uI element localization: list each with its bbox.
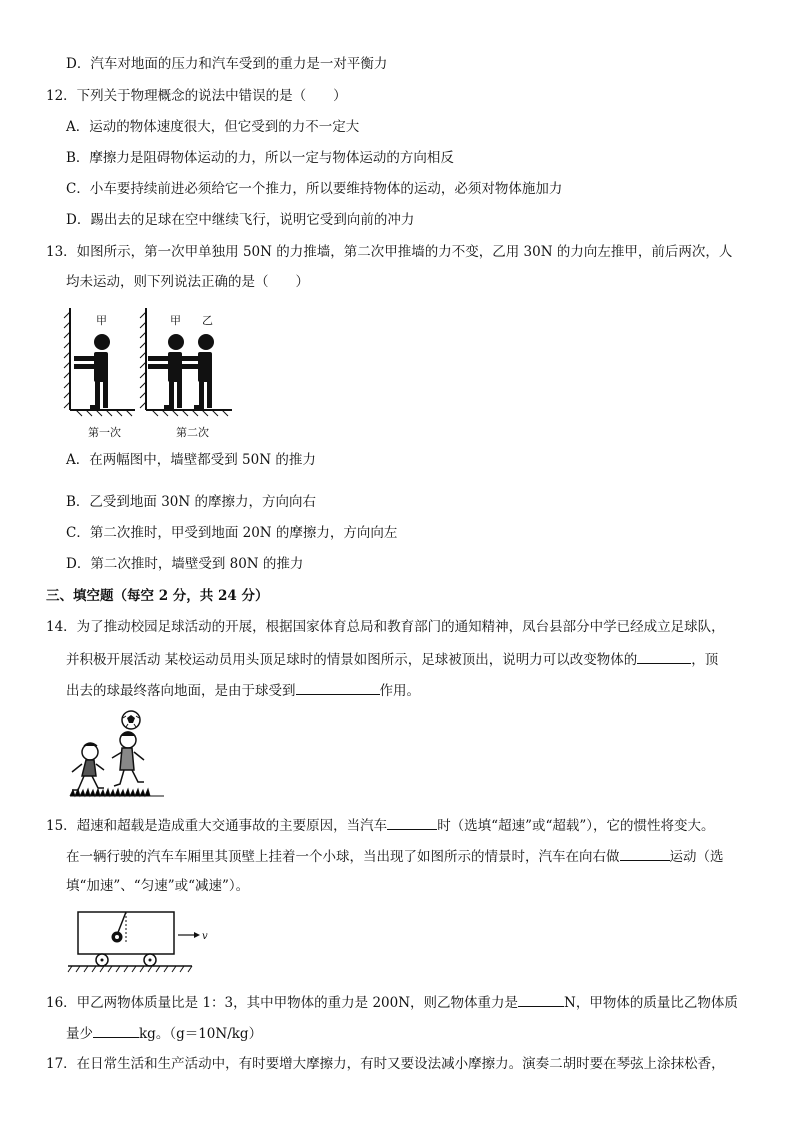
q13-stem-line2: 均未运动，则下列说法正确的是（ ）	[66, 274, 309, 290]
q13-wall-push-figure	[60, 300, 250, 445]
q13-stem-line1: 13．如图所示，第一次甲单独用 50N 的力推墙，第二次甲推墙的力不变，乙用 30N 的力向左推甲，前后两次，人	[46, 244, 733, 260]
q11-option-d: D．汽车对地面的压力和汽车受到的重力是一对平衡力	[66, 56, 388, 72]
caption-second: 第二次	[176, 426, 209, 439]
q12-option-c: C．小车要持续前进必须给它一个推力，所以要维持物体的运动，必须对物体施加力	[66, 181, 563, 197]
q15-line1-tail: 时（选填“超速”或“超载”），它的惯性将变大。	[437, 818, 715, 834]
kid-right	[112, 732, 144, 786]
q14-line2	[66, 649, 718, 669]
person-yi	[180, 334, 214, 409]
q14-line3-tail: 作用。	[379, 683, 420, 699]
q16-blank-1[interactable]	[518, 992, 564, 1007]
grass	[70, 789, 164, 796]
soccer-ball-icon	[122, 711, 140, 729]
label-jia-2: 甲	[170, 314, 181, 327]
q16-line2-text: 量少	[66, 1026, 93, 1042]
q14-line1: 14．为了推动校园足球活动的开展，根据国家体育总局和教育部门的通知精神，凤台县部分中学已经成立足球队，	[46, 619, 725, 635]
wall-2	[140, 308, 232, 416]
label-yi: 乙	[202, 314, 213, 327]
q14-line3	[66, 680, 420, 700]
q13-option-d: D．第二次推时，墙壁受到 80N 的推力	[66, 556, 304, 572]
q15-line1	[46, 815, 715, 835]
q13-option-c: C．第二次推时，甲受到地面 20N 的摩擦力，方向向左	[66, 525, 398, 541]
q12-option-b: B．摩擦力是阻碍物体运动的力，所以一定与物体运动的方向相反	[66, 150, 454, 166]
q16-line1	[46, 992, 738, 1012]
q16-blank-2[interactable]	[93, 1023, 139, 1038]
q13-option-b: B．乙受到地面 30N 的摩擦力，方向向右	[66, 494, 316, 510]
q15-line2-tail: 运动（选	[669, 849, 724, 865]
q16-line2	[66, 1023, 262, 1043]
q15-line3: 填“加速”、“匀速”或“减速”）。	[66, 878, 250, 894]
caption-first: 第一次	[88, 426, 121, 439]
q16-line2-tail: kg。（g＝10N/kg）	[139, 1026, 263, 1042]
q14-line2-tail: ，顶	[691, 652, 719, 668]
q12-option-a: A．运动的物体速度很大，但它受到的力不一定大	[66, 119, 360, 135]
q14-blank-2[interactable]	[296, 680, 380, 695]
q15-line2-text: 在一辆行驶的汽车车厢里其顶壁上挂着一个小球，当出现了如图所示的情景时，汽车在向右做	[66, 849, 620, 865]
kid-left	[72, 743, 104, 790]
label-jia-1: 甲	[96, 314, 107, 327]
section3-title: 三、填空题（每空 2 分，共 24 分）	[46, 588, 269, 604]
q14-soccer-figure	[68, 706, 178, 802]
q16-line1-tail: N，甲物体的质量比乙物体质	[564, 995, 738, 1011]
q13-option-a: A．在两幅图中，墙壁都受到 50N 的推力	[66, 452, 316, 468]
q15-line1-text: 15．超速和超载是造成重大交通事故的主要原因，当汽车	[46, 818, 388, 834]
q16-line1-text: 16．甲乙两物体质量比是 1：3，其中甲物体的重力是 200N，则乙物体重力是	[46, 995, 519, 1011]
q15-line2	[66, 846, 724, 866]
q15-cart-figure	[68, 906, 218, 976]
q17-line1: 17．在日常生活和生产活动中，有时要增大摩擦力，有时又要设法减小摩擦力。演奏二胡时要在琴弦上涂抹松香，	[46, 1056, 725, 1072]
person-jia-2	[148, 334, 184, 409]
velocity-label: v	[202, 931, 208, 942]
q12-option-d: D．踢出去的足球在空中继续飞行，说明它受到向前的冲力	[66, 212, 415, 228]
q14-line2-text: 并积极开展活动 某校运动员用头顶足球时的情景如图所示，足球被顶出，说明力可以改变物体的	[66, 652, 638, 668]
q15-blank-1[interactable]	[387, 815, 437, 830]
q14-line3-text: 出去的球最终落向地面，是由于球受到	[66, 683, 296, 699]
q12-stem: 12．下列关于物理概念的说法中错误的是（ ）	[46, 88, 347, 104]
person-jia-1	[74, 334, 110, 409]
q15-blank-2[interactable]	[620, 846, 670, 861]
q14-blank-1[interactable]	[637, 649, 691, 664]
